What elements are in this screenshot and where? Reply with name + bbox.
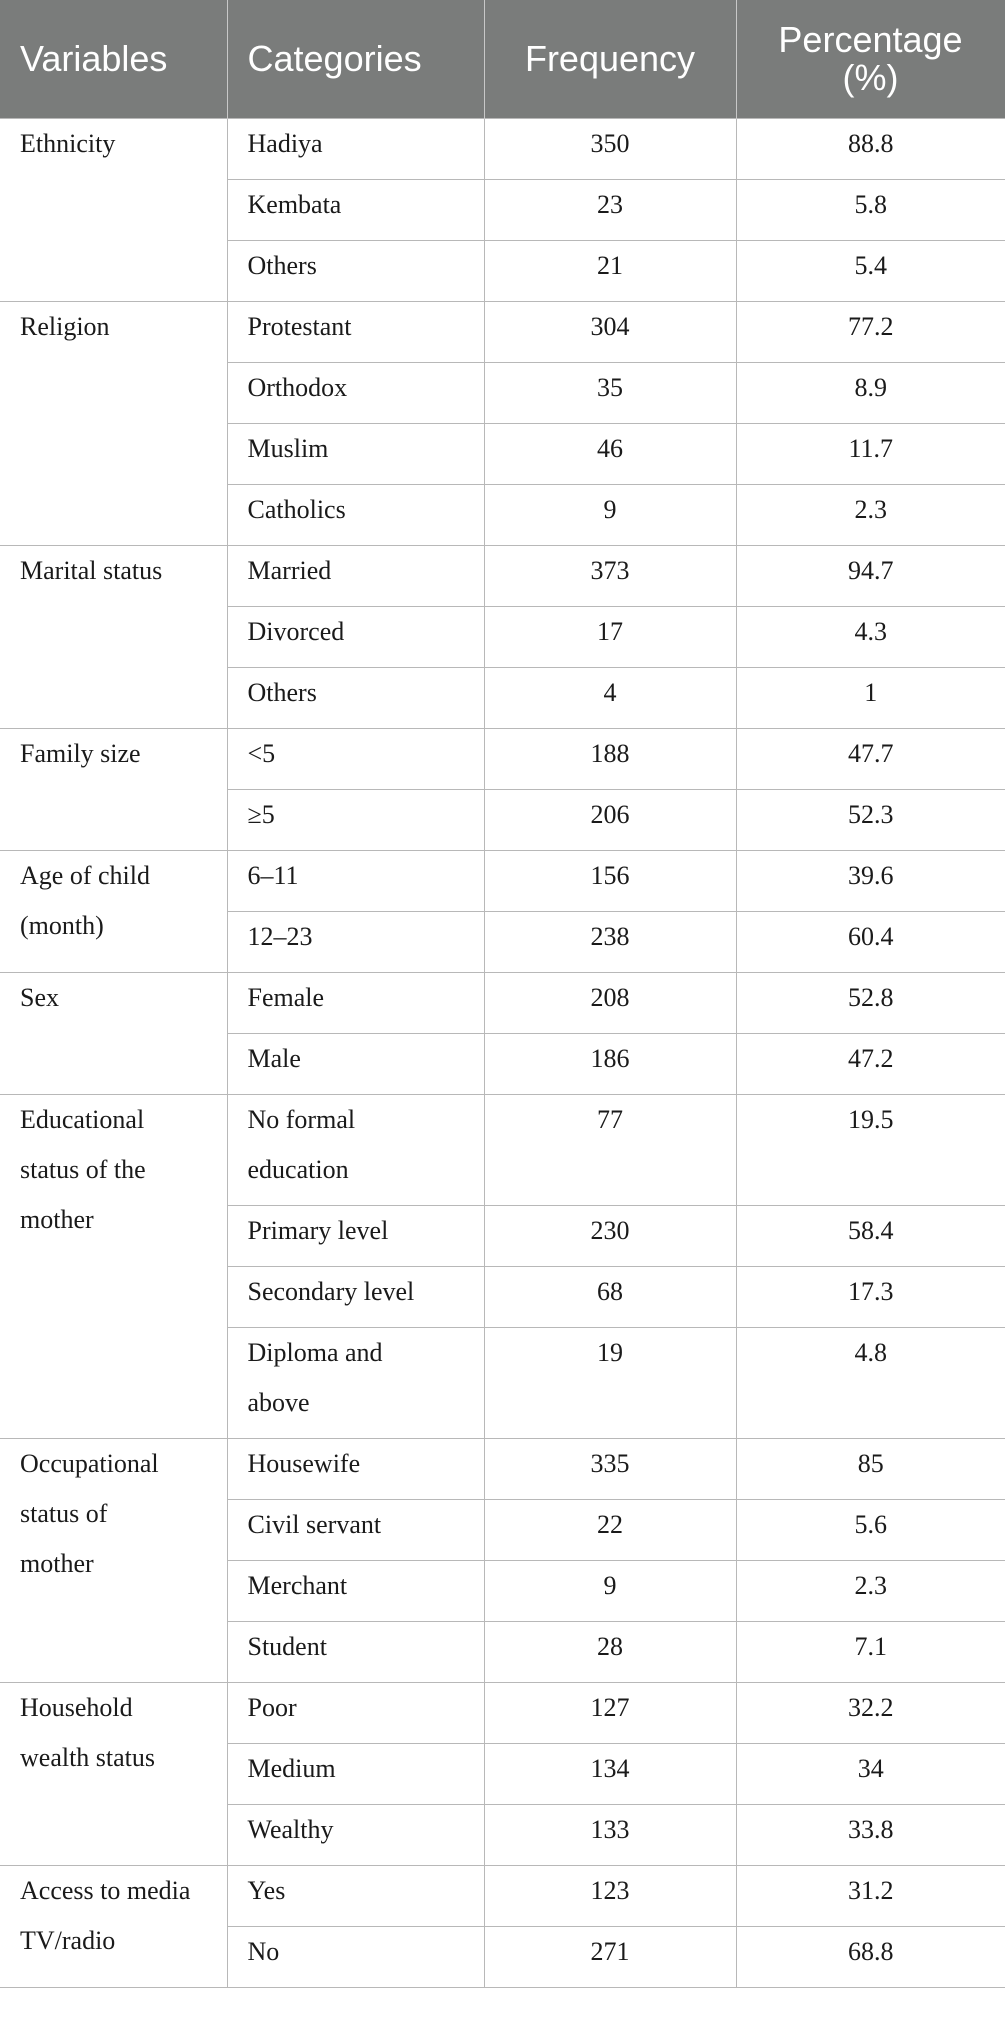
table-row — [0, 1439, 1005, 1500]
percentage-cell: 11.7 — [736, 424, 1005, 485]
frequency-cell: 21 — [484, 241, 736, 302]
category-cell — [227, 1805, 484, 1866]
variable-label-line: Educational — [20, 1105, 145, 1134]
frequency-cell: 68 — [484, 1267, 736, 1328]
variable-label-line: Ethnicity — [20, 129, 116, 158]
category-label-line: Catholics — [247, 495, 346, 524]
frequency-cell: 208 — [484, 973, 736, 1034]
category-label-line: Orthodox — [247, 373, 348, 402]
percentage-cell: 4.8 — [736, 1328, 1005, 1439]
category-label-line: Yes — [247, 1876, 286, 1905]
header-percentage-line1: Percentage — [778, 19, 963, 61]
category-label-line: Medium — [247, 1754, 336, 1783]
variable-cell — [0, 851, 227, 973]
percentage-cell: 88.8 — [736, 119, 1005, 180]
category-label-line: Primary level — [247, 1216, 389, 1245]
percentage-cell: 60.4 — [736, 912, 1005, 973]
category-label-line: Merchant — [247, 1571, 348, 1600]
category-label-line: 6–11 — [247, 861, 299, 890]
category-cell — [227, 668, 484, 729]
category-cell — [227, 1622, 484, 1683]
percentage-cell: 47.7 — [736, 729, 1005, 790]
frequency-cell: 23 — [484, 180, 736, 241]
percentage-cell: 33.8 — [736, 1805, 1005, 1866]
variable-label-line: Family size — [20, 739, 141, 768]
category-cell — [227, 302, 484, 363]
percentage-cell: 58.4 — [736, 1206, 1005, 1267]
frequency-cell: 22 — [484, 1500, 736, 1561]
percentage-cell: 32.2 — [736, 1683, 1005, 1744]
category-cell — [227, 790, 484, 851]
category-cell — [227, 424, 484, 485]
percentage-cell: 2.3 — [736, 1561, 1005, 1622]
category-cell — [227, 729, 484, 790]
frequency-cell: 77 — [484, 1095, 736, 1206]
variable-label-line: Access to media — [20, 1876, 191, 1905]
percentage-cell: 4.3 — [736, 607, 1005, 668]
frequency-cell: 28 — [484, 1622, 736, 1683]
percentage-cell: 1 — [736, 668, 1005, 729]
frequency-cell: 373 — [484, 546, 736, 607]
category-label-line: ≥5 — [247, 800, 275, 829]
category-cell — [227, 912, 484, 973]
header-frequency: Frequency — [484, 0, 736, 119]
frequency-cell: 123 — [484, 1866, 736, 1927]
frequency-cell: 19 — [484, 1328, 736, 1439]
category-label-line: Student — [247, 1632, 327, 1661]
table-row — [0, 973, 1005, 1034]
variable-cell — [0, 302, 227, 546]
variable-label-line: mother — [20, 1205, 94, 1234]
category-cell — [227, 1744, 484, 1805]
percentage-cell: 17.3 — [736, 1267, 1005, 1328]
variable-label-line: Sex — [20, 983, 59, 1012]
category-cell — [227, 485, 484, 546]
table-row — [0, 851, 1005, 912]
category-cell — [227, 1500, 484, 1561]
table-header — [0, 0, 1005, 119]
category-label-line: Civil servant — [247, 1510, 382, 1539]
frequency-cell: 350 — [484, 119, 736, 180]
percentage-cell: 39.6 — [736, 851, 1005, 912]
variable-cell — [0, 1095, 227, 1439]
percentage-cell: 5.6 — [736, 1500, 1005, 1561]
variable-label-line: Religion — [20, 312, 110, 341]
frequency-cell: 230 — [484, 1206, 736, 1267]
category-label-line: education — [247, 1155, 349, 1184]
variable-cell — [0, 1439, 227, 1683]
category-cell — [227, 607, 484, 668]
variable-label-line: Marital status — [20, 556, 163, 585]
category-label-line: No — [247, 1937, 280, 1966]
category-label-line: Protestant — [247, 312, 352, 341]
variable-label-line: wealth status — [20, 1743, 156, 1772]
header-variables: Variables — [0, 0, 227, 119]
variable-label-line: status of the — [20, 1155, 146, 1184]
variable-label-line: (month) — [20, 911, 104, 940]
category-label-line: Married — [247, 556, 332, 585]
frequency-cell: 4 — [484, 668, 736, 729]
category-label-line: Kembata — [247, 190, 342, 219]
percentage-cell: 85 — [736, 1439, 1005, 1500]
variable-label-line: TV/radio — [20, 1926, 116, 1955]
category-cell — [227, 1683, 484, 1744]
frequency-cell: 9 — [484, 1561, 736, 1622]
category-label-line: above — [247, 1388, 310, 1417]
category-cell — [227, 1439, 484, 1500]
variable-label-line: mother — [20, 1549, 94, 1578]
category-cell — [227, 1267, 484, 1328]
header-percentage — [736, 0, 1005, 119]
category-cell — [227, 1206, 484, 1267]
frequency-cell: 35 — [484, 363, 736, 424]
frequency-cell: 238 — [484, 912, 736, 973]
frequency-cell: 271 — [484, 1927, 736, 1988]
category-cell — [227, 973, 484, 1034]
frequency-cell: 188 — [484, 729, 736, 790]
table-row — [0, 1683, 1005, 1744]
category-label-line: Male — [247, 1044, 301, 1073]
header-percentage-line2: (%) — [842, 57, 899, 98]
variable-cell — [0, 546, 227, 729]
variable-cell — [0, 1866, 227, 1988]
table-row — [0, 1095, 1005, 1206]
category-label-line: Wealthy — [247, 1815, 334, 1844]
percentage-cell: 94.7 — [736, 546, 1005, 607]
table-row — [0, 119, 1005, 180]
percentage-cell: 77.2 — [736, 302, 1005, 363]
percentage-cell: 7.1 — [736, 1622, 1005, 1683]
category-cell — [227, 1927, 484, 1988]
percentage-cell: 68.8 — [736, 1927, 1005, 1988]
category-cell — [227, 119, 484, 180]
table-body — [0, 119, 1005, 1988]
percentage-cell: 8.9 — [736, 363, 1005, 424]
percentage-cell: 5.8 — [736, 180, 1005, 241]
variable-label-line: Age of child — [20, 861, 150, 890]
frequency-cell: 133 — [484, 1805, 736, 1866]
frequency-cell: 46 — [484, 424, 736, 485]
category-label-line: Others — [247, 678, 317, 707]
header-categories: Categories — [227, 0, 484, 119]
variable-label-line: status of — [20, 1499, 108, 1528]
frequency-cell: 335 — [484, 1439, 736, 1500]
header-row — [0, 0, 1005, 119]
category-label-line: Secondary level — [247, 1277, 415, 1306]
table-row — [0, 1866, 1005, 1927]
category-cell — [227, 1866, 484, 1927]
variable-label-line: Occupational — [20, 1449, 159, 1478]
category-label-line: Housewife — [247, 1449, 361, 1478]
frequency-cell: 134 — [484, 1744, 736, 1805]
frequency-cell: 304 — [484, 302, 736, 363]
percentage-cell: 47.2 — [736, 1034, 1005, 1095]
category-cell — [227, 1034, 484, 1095]
percentage-cell: 52.8 — [736, 973, 1005, 1034]
variable-cell — [0, 119, 227, 302]
percentage-cell: 52.3 — [736, 790, 1005, 851]
category-label-line: 12–23 — [247, 922, 313, 951]
frequency-cell: 156 — [484, 851, 736, 912]
category-label-line: Divorced — [247, 617, 345, 646]
category-label-line: Female — [247, 983, 325, 1012]
percentage-cell: 19.5 — [736, 1095, 1005, 1206]
category-cell — [227, 180, 484, 241]
percentage-cell: 2.3 — [736, 485, 1005, 546]
category-label-line: Muslim — [247, 434, 329, 463]
category-cell — [227, 546, 484, 607]
variable-label-line: Household — [20, 1693, 133, 1722]
category-cell — [227, 851, 484, 912]
category-label-line: No formal — [247, 1105, 356, 1134]
category-label-line: Diploma and — [247, 1338, 383, 1367]
variable-cell — [0, 729, 227, 851]
frequency-cell: 17 — [484, 607, 736, 668]
frequency-cell: 127 — [484, 1683, 736, 1744]
table-row — [0, 729, 1005, 790]
frequency-cell: 9 — [484, 485, 736, 546]
category-label-line: Others — [247, 251, 317, 280]
table-row — [0, 302, 1005, 363]
category-label-line: Poor — [247, 1693, 297, 1722]
category-cell — [227, 1561, 484, 1622]
table-row — [0, 546, 1005, 607]
category-cell — [227, 241, 484, 302]
category-cell — [227, 1328, 484, 1439]
percentage-cell: 5.4 — [736, 241, 1005, 302]
variable-cell — [0, 1683, 227, 1866]
variable-cell — [0, 973, 227, 1095]
category-label-line: <5 — [247, 739, 276, 768]
category-cell — [227, 363, 484, 424]
percentage-cell: 31.2 — [736, 1866, 1005, 1927]
frequency-cell: 206 — [484, 790, 736, 851]
percentage-cell: 34 — [736, 1744, 1005, 1805]
category-cell — [227, 1095, 484, 1206]
frequency-cell: 186 — [484, 1034, 736, 1095]
category-label-line: Hadiya — [247, 129, 323, 158]
